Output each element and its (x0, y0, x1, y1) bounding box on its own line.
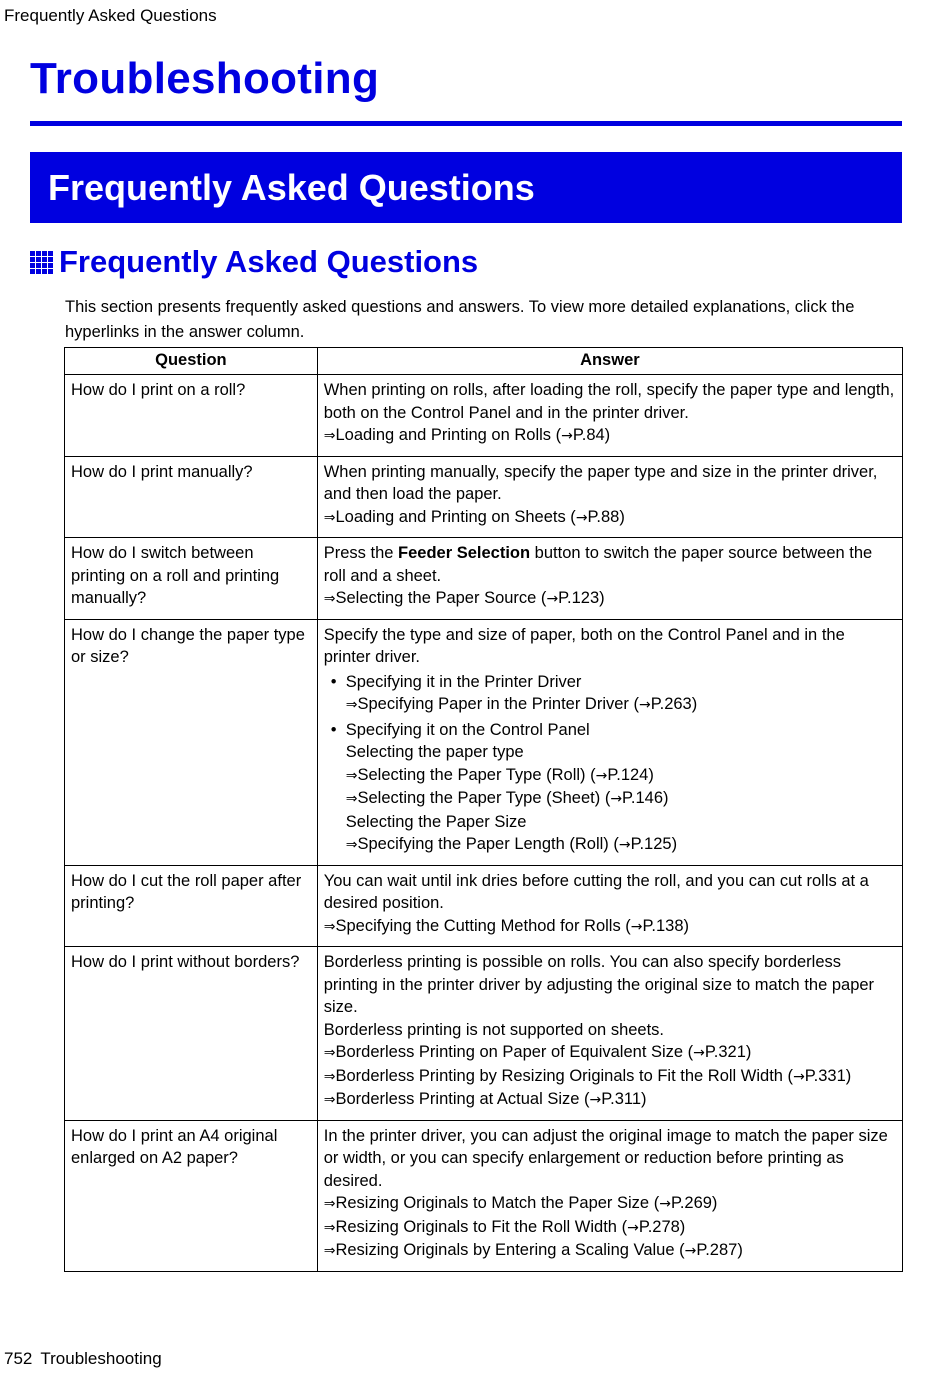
answer-link[interactable]: ⇒Selecting the Paper Type (Roll) (→P.124) (345, 765, 654, 784)
link-arrow-icon: ⇒ (323, 918, 336, 935)
bullet-item (324, 719, 896, 857)
page-arrow-icon: → (684, 1243, 697, 1259)
page-arrow-icon: → (793, 1068, 805, 1085)
answer-link[interactable]: ⇒Resizing Originals to Match the Paper Size (→P.269) (323, 1194, 718, 1212)
answer-link[interactable]: ⇒Borderless Printing by Resizing Originals to Fit the Roll Width (→P.331) (323, 1066, 852, 1085)
answer-link[interactable]: ⇒Resizing Originals by Entering a Scaling Value (→P.287) (323, 1241, 743, 1259)
sub-label: Selecting the Paper Size (345, 812, 527, 831)
page-arrow-icon: → (639, 697, 651, 713)
page-arrow-icon: → (693, 1045, 705, 1061)
bullet-item (324, 671, 896, 717)
sub-heading-text: Frequently Asked Questions (59, 244, 479, 279)
answer-link[interactable]: ⇒Loading and Printing on Sheets (→P.88) (323, 507, 625, 526)
page-number: 752 (4, 1349, 33, 1368)
answer-link[interactable]: ⇒Specifying Paper in the Printer Driver (→P.263) (345, 695, 698, 713)
link-arrow-icon: ⇒ (323, 1243, 336, 1259)
table-row (65, 619, 903, 865)
table-row (65, 865, 903, 947)
page-arrow-icon: → (610, 791, 623, 807)
sub-label: Selecting the paper type (345, 743, 524, 761)
answer-link[interactable]: ⇒Selecting the Paper Source (→P.123) (323, 589, 605, 607)
feeder-selection-button-label: Feeder Selection (398, 544, 531, 562)
link-arrow-icon: ⇒ (323, 428, 336, 444)
link-arrow-icon: ⇒ (323, 1045, 336, 1061)
answer-text: Specify the type and size of paper, both on the Control Panel and in the printer driver. (323, 625, 845, 666)
page-arrow-icon: → (627, 1219, 639, 1236)
bullet-icon: • (330, 720, 337, 739)
answer-text: You can wait until ink dries before cutting the roll, and you can cut rolls at a desired position. (323, 871, 869, 912)
page-arrow-icon: → (546, 591, 559, 607)
sub-heading (30, 244, 478, 280)
answer-text: When printing manually, specify the paper type and size in the printer driver, and then load the paper. (323, 462, 878, 503)
answer-cell (317, 538, 902, 620)
answer-text-2: Borderless printing is not supported on sheets. (323, 1020, 665, 1039)
page-footer (4, 1349, 162, 1369)
intro-paragraph: This section presents frequently asked questions and answers. To view more detailed explanations, click the hyperlinks in the answer column. (65, 298, 855, 341)
question-cell: How do I change the paper type or size? (65, 619, 318, 865)
answer-link[interactable]: ⇒Specifying the Paper Length (Roll) (→P.125) (345, 835, 678, 853)
answer-link[interactable]: ⇒Selecting the Paper Type (Sheet) (→P.146) (345, 789, 669, 807)
bullet-label: Specifying it in the Printer Driver (345, 672, 582, 691)
answer-cell (317, 865, 902, 947)
answer-cell (317, 947, 902, 1121)
table-row (65, 375, 903, 457)
bullet-icon: • (330, 672, 337, 691)
answer-link[interactable]: ⇒Loading and Printing on Rolls (→P.84) (323, 426, 611, 444)
question-column-header: Question (65, 348, 318, 375)
footer-label: Troubleshooting (40, 1349, 162, 1368)
table-row (65, 538, 903, 620)
answer-link[interactable]: ⇒Borderless Printing on Paper of Equivalent Size (→P.321) (323, 1043, 752, 1061)
link-arrow-icon: ⇒ (323, 591, 336, 607)
section-banner (30, 152, 902, 223)
answer-column-header: Answer (317, 348, 902, 375)
page-arrow-icon: → (630, 918, 643, 935)
link-arrow-icon: ⇒ (323, 1068, 336, 1085)
page-arrow-icon: → (561, 428, 573, 444)
answer-link[interactable]: ⇒Resizing Originals to Fit the Roll Width (→P.278) (323, 1217, 686, 1236)
answer-text: Press the Feeder Selection button to switch the paper source between the roll and a sheet. (323, 544, 873, 585)
page-arrow-icon: → (589, 1092, 602, 1108)
answer-cell (317, 456, 902, 538)
running-header: Frequently Asked Questions (4, 6, 217, 25)
answer-cell (317, 375, 902, 457)
answer-text: Borderless printing is possible on rolls. You can also specify borderless printing in the printer driver by adjusting the original size to match the paper size. (323, 953, 875, 1016)
link-arrow-icon: ⇒ (323, 1219, 336, 1236)
table-row (65, 1120, 903, 1271)
table-row (65, 456, 903, 538)
link-arrow-icon: ⇒ (345, 767, 358, 784)
question-cell: How do I cut the roll paper after printing? (65, 865, 318, 947)
page-arrow-icon: → (659, 1196, 671, 1212)
link-arrow-icon: ⇒ (323, 509, 336, 526)
link-arrow-icon: ⇒ (345, 791, 358, 807)
question-cell: How do I print manually? (65, 456, 318, 538)
question-cell: How do I print without borders? (65, 947, 318, 1121)
answer-link[interactable]: ⇒Specifying the Cutting Method for Rolls (→P.138) (323, 916, 690, 935)
page-arrow-icon: → (595, 767, 608, 784)
section-banner-title: Frequently Asked Questions (48, 166, 535, 208)
answer-cell (317, 619, 902, 865)
title-rule (30, 121, 902, 126)
link-arrow-icon: ⇒ (345, 837, 358, 853)
link-arrow-icon: ⇒ (345, 697, 358, 713)
link-arrow-icon: ⇒ (323, 1196, 336, 1212)
question-cell: How do I print on a roll? (65, 375, 318, 457)
question-cell: How do I print an A4 original enlarged on A2 paper? (65, 1120, 318, 1271)
answer-cell (317, 1120, 902, 1271)
faq-table (64, 347, 903, 1272)
table-header-row (65, 348, 903, 375)
page-arrow-icon: → (575, 509, 588, 526)
link-arrow-icon: ⇒ (323, 1092, 336, 1108)
answer-link[interactable]: ⇒Borderless Printing at Actual Size (→P.311) (323, 1090, 647, 1108)
question-cell: How do I switch between printing on a roll and printing manually? (65, 538, 318, 620)
answer-text: In the printer driver, you can adjust the original image to match the paper size or width, or you can specify enlargement or reduction before printing as desired. (323, 1126, 888, 1190)
bullet-label: Specifying it on the Control Panel (345, 720, 590, 739)
table-row (65, 947, 903, 1121)
grid-icon (30, 251, 53, 274)
page-title: Troubleshooting (30, 54, 380, 103)
answer-text: When printing on rolls, after loading the roll, specify the paper type and length, both on the Control Panel and in the printer driver. (323, 381, 895, 422)
page-arrow-icon: → (618, 837, 631, 853)
